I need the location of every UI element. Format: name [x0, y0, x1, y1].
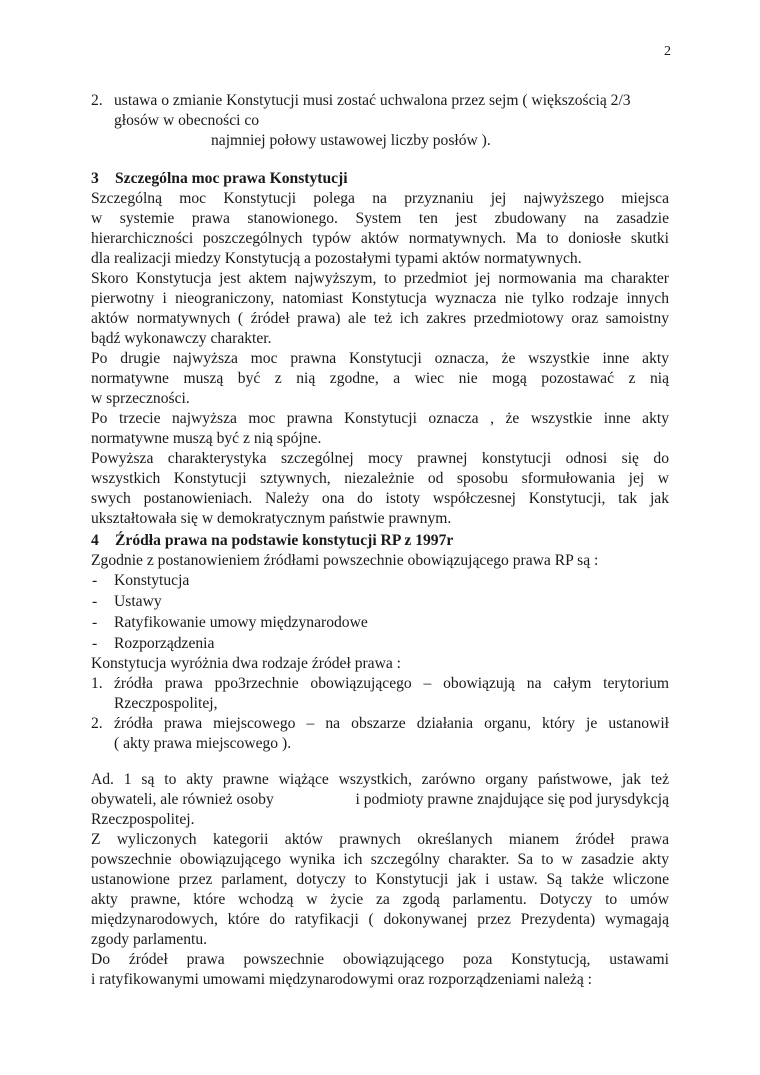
list-item-text: Rzeczpospolitej, [114, 695, 218, 712]
list-item-text: Konstytucja [114, 572, 190, 589]
dash-marker: - [92, 614, 98, 631]
paragraph-line: Do źródeł prawa powszechnie obowiązującego poza Konstytucją, ustawami [91, 951, 669, 968]
section-title: Szczególna moc prawa Konstytucji [115, 170, 348, 187]
list-marker: 1. [91, 675, 103, 692]
paragraph-line: Skoro Konstytucja jest aktem najwyższym, to przedmiot jej normowania ma charakter [91, 270, 669, 287]
list-marker: 2. [91, 715, 103, 732]
list-item-text: źródła prawa miejscowego – na obszarze działania organu, który je ustanowił [114, 715, 669, 732]
dash-marker: - [92, 593, 98, 610]
paragraph-line: Z wyliczonych kategorii aktów prawnych określanych mianem źródeł prawa [91, 831, 669, 848]
kinds-intro: Konstytucja wyróżnia dwa rodzaje źródeł prawa : [91, 655, 402, 672]
paragraph-line: i podmioty prawne znajdujące się pod jurysdykcją [355, 791, 669, 808]
sources-intro: Zgodnie z postanowieniem źródłami powszechnie obowiązującego prawa RP są : [91, 552, 599, 569]
paragraph-line: Po trzecie najwyższa moc prawna Konstytucji oznacza , że wszystkie inne akty [91, 410, 669, 427]
dash-marker: - [92, 572, 98, 589]
paragraph-line: powszechnie obowiązującego wynika ich szczególny charakter. Sa to w zasadzie akty [91, 851, 669, 868]
paragraph-line: międzynarodowych, które do ratyfikacji ( dokonywanej przez Prezydenta) wymagają [91, 911, 669, 928]
list-item-text: głosów w obecności co [114, 112, 260, 129]
paragraph-line: aktów normatywnych ( źródeł prawa) ale też ich zakres przedmiotowy oraz samoistny [91, 310, 669, 327]
section-title: Źródła prawa na podstawie konstytucji RP z 1997r [115, 532, 454, 549]
paragraph-line: Po drugie najwyższa moc prawna Konstytucji oznacza, że wszystkie inne akty [91, 350, 669, 367]
list-item-text: ustawa o zmianie Konstytucji musi zostać uchwalona przez sejm ( większością 2/3 [114, 92, 631, 109]
list-item-text: najmniej połowy ustawowej liczby posłów ). [211, 132, 491, 149]
paragraph-line: ukształtowała się w demokratycznym państwie prawnym. [91, 510, 452, 527]
paragraph-line: Szczególną moc Konstytucji polega na przyznaniu jej najwyższego miejsca [91, 190, 669, 207]
list-marker: 2. [91, 92, 103, 109]
paragraph-line: swych postanowieniach. Należy ona do istoty współczesnej Konstytucji, tak jak [91, 490, 669, 507]
paragraph-line: Powyższa charakterystyka szczególnej mocy prawnej konstytucji odnosi się do [91, 450, 669, 467]
paragraph-line: zgody parlamentu. [91, 931, 208, 948]
page-number: 2 [664, 44, 671, 59]
section-heading [91, 531, 669, 551]
section-heading [91, 169, 669, 189]
paragraph-line: Ad. 1 są to akty prawne wiążące wszystkich, zarówno organy państwowe, jak też [91, 771, 669, 788]
paragraph-line: i ratyfikowanymi umowami międzynarodowymi oraz rozporządzeniami należą : [91, 971, 592, 988]
paragraph-line: Rzeczpospolitej. [91, 811, 195, 828]
paragraph-line: obywateli, ale również osoby [91, 791, 274, 808]
paragraph-line: normatywne muszą być z nią spójne. [91, 430, 322, 447]
paragraph-line: w systemie prawa stanowionego. System ten jest zbudowany na zasadzie [91, 210, 669, 227]
list-item-text: Ustawy [114, 593, 162, 610]
paragraph-line: dla realizacji miedzy Konstytucją a pozostałymi typami aktów normatywnych. [91, 250, 582, 267]
dash-marker: - [92, 635, 98, 652]
paragraph-line: bądź wykonawczy charakter. [91, 330, 272, 347]
paragraph-line: ustanowione przez parlament, dotyczy to Konstytucji jak i ustaw. Są także wliczone [91, 871, 669, 888]
paragraph-line: akty prawne, które wchodzą w życie za zgodą parlamentu. Dotyczy to umów [91, 891, 669, 908]
paragraph-line: pierwotny i nieograniczony, natomiast Konstytucja wyznacza nie tylko rodzaje innych [91, 290, 669, 307]
paragraph-line: wszystkich Konstytucji sztywnych, niezależnie od sposobu sformułowania jej w [91, 470, 669, 487]
section-number: 4 [91, 532, 99, 549]
list-item-text: Ratyfikowanie umowy międzynarodowe [114, 614, 368, 631]
section-number: 3 [91, 170, 99, 187]
list-item-text: Rozporządzenia [114, 635, 215, 652]
paragraph-line: normatywne muszą być z nią zgodne, a wiec nie mogą pozostawać z nią [91, 370, 669, 387]
list-item-text: ( akty prawa miejscowego ). [114, 735, 292, 752]
paragraph-line: hierarchiczności poszczególnych typów aktów normatywnych. Ma to doniosłe skutki [91, 230, 669, 247]
list-item-text: źródła prawa ppo3rzechnie obowiązującego – obowiązują na całym terytorium [114, 675, 669, 692]
paragraph-line: w sprzeczności. [91, 390, 190, 407]
